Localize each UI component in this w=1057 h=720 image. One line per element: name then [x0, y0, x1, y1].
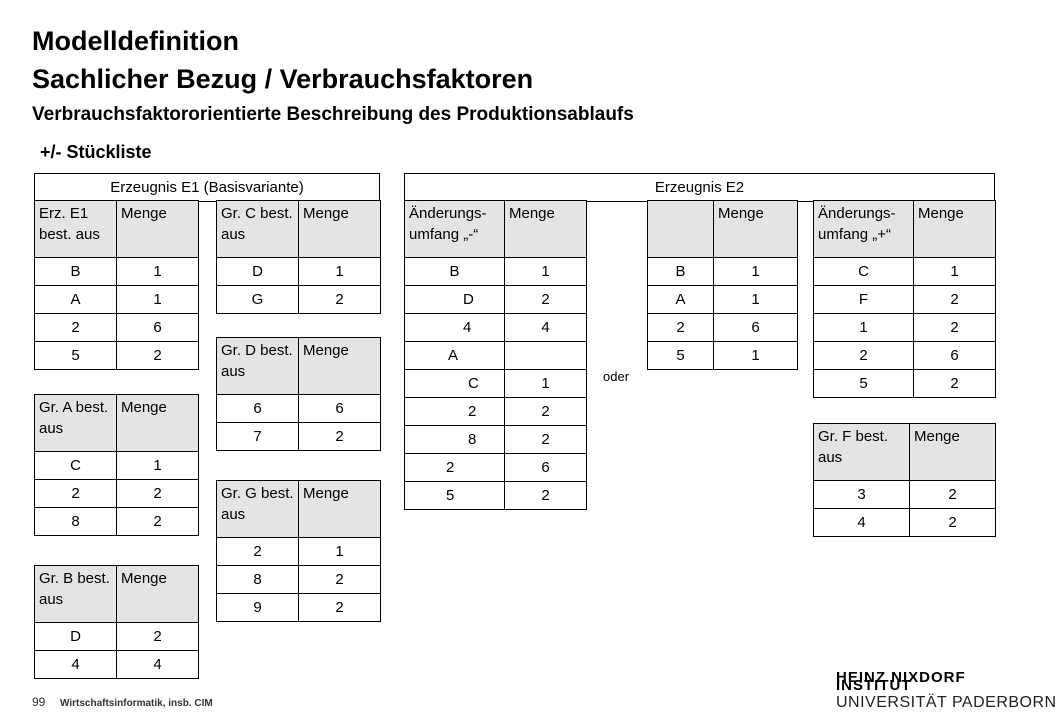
section-label: +/- Stückliste	[40, 142, 152, 162]
header-cell: Menge	[299, 481, 381, 538]
cell: 2	[914, 314, 996, 342]
cell: 8	[217, 566, 299, 594]
header-cell: Gr. G best. aus	[217, 481, 299, 538]
cell: 6	[299, 395, 381, 423]
cell: 6	[914, 342, 996, 370]
header-cell: Menge	[117, 566, 199, 623]
cell: A	[648, 286, 714, 314]
cell: 4	[405, 314, 505, 342]
cell: D	[217, 258, 299, 286]
header-cell: Gr. B best. aus	[35, 566, 117, 623]
cell: 2	[299, 286, 381, 314]
header-cell: Gr. A best. aus	[35, 395, 117, 452]
slide-subtitle: Sachlicher Bezug / Verbrauchsfaktoren	[32, 64, 534, 94]
cell: 9	[217, 594, 299, 622]
cell: B	[405, 258, 505, 286]
header-cell	[648, 201, 714, 258]
table-gr-d	[216, 337, 381, 451]
oder-label: oder	[603, 369, 630, 384]
cell: 2	[405, 454, 505, 482]
cell: 5	[405, 482, 505, 510]
cell: 2	[35, 314, 117, 342]
header-cell: Menge	[117, 395, 199, 452]
table-row	[648, 342, 798, 370]
header-cell: Menge	[910, 424, 996, 481]
logo-bottom-text: UNIVERSITÄT PADERBORN	[836, 694, 1057, 711]
cell: 1	[117, 258, 199, 286]
cell: 2	[505, 426, 587, 454]
cell: 1	[505, 370, 587, 398]
header-cell: Gr. D best. aus	[217, 338, 299, 395]
table-row	[405, 398, 587, 426]
cell: 2	[117, 508, 199, 536]
cell: 6	[505, 454, 587, 482]
table-row	[35, 623, 199, 651]
cell: 2	[299, 423, 381, 451]
cell: 2	[505, 398, 587, 426]
cell: 2	[914, 370, 996, 398]
page-number: 99	[32, 695, 46, 709]
header-cell: Erz. E1 best. aus	[35, 201, 117, 258]
table-e2-alternative	[647, 200, 798, 370]
header-cell: Änderungs-umfang „-“	[405, 201, 505, 258]
university-logo	[836, 669, 1057, 716]
cell: C	[405, 370, 505, 398]
table-row	[814, 370, 996, 398]
table-row	[217, 286, 381, 314]
cell: 2	[35, 480, 117, 508]
header-cell: Menge	[299, 201, 381, 258]
table-row	[35, 508, 199, 536]
cell: C	[35, 452, 117, 480]
cell: 1	[914, 258, 996, 286]
cell: 6	[117, 314, 199, 342]
cell: D	[405, 286, 505, 314]
table-row	[405, 426, 587, 454]
cell: 8	[35, 508, 117, 536]
table-row	[405, 370, 587, 398]
cell: G	[217, 286, 299, 314]
table-row	[814, 342, 996, 370]
table-row	[405, 454, 587, 482]
table-row	[648, 258, 798, 286]
table-row	[35, 452, 199, 480]
cell: 1	[299, 538, 381, 566]
cell	[505, 342, 587, 370]
slide-subheading: Verbrauchsfaktororientierte Beschreibung des Produktionsablaufs	[32, 104, 634, 125]
cell: 1	[299, 258, 381, 286]
cell: 2	[505, 482, 587, 510]
header-cell: Menge	[299, 338, 381, 395]
header-cell: Menge	[117, 201, 199, 258]
cell: 5	[35, 342, 117, 370]
footer-text: Wirtschaftsinformatik, insb. CIM	[60, 698, 213, 709]
table-row	[814, 258, 996, 286]
cell: 2	[910, 481, 996, 509]
logo-top-text: HEINZ NIXDORF INSTITUT	[836, 669, 966, 694]
cell: 4	[35, 651, 117, 679]
cell: 7	[217, 423, 299, 451]
table-row	[814, 314, 996, 342]
header-cell: Gr. C best. aus	[217, 201, 299, 258]
table-e2-minus	[404, 200, 587, 510]
table-row	[814, 481, 996, 509]
cell: 4	[117, 651, 199, 679]
cell: 2	[299, 566, 381, 594]
table-row	[405, 286, 587, 314]
cell: 2	[117, 342, 199, 370]
cell: 2	[299, 594, 381, 622]
table-row	[217, 566, 381, 594]
cell: 8	[405, 426, 505, 454]
cell: 1	[814, 314, 914, 342]
cell: 6	[714, 314, 798, 342]
cell: B	[35, 258, 117, 286]
cell: 2	[117, 480, 199, 508]
table-row	[814, 509, 996, 537]
cell: 6	[217, 395, 299, 423]
table-row	[814, 286, 996, 314]
table-row	[35, 342, 199, 370]
cell: 2	[814, 342, 914, 370]
header-cell: Menge	[505, 201, 587, 258]
table-row	[35, 314, 199, 342]
header-cell: Änderungs-umfang „+“	[814, 201, 914, 258]
table-e1-main	[34, 200, 199, 370]
cell: B	[648, 258, 714, 286]
cell: 2	[505, 286, 587, 314]
cell: 5	[648, 342, 714, 370]
table-e2-plus	[813, 200, 996, 398]
cell: 1	[714, 342, 798, 370]
table-row	[217, 258, 381, 286]
e2-caption-table	[404, 173, 995, 202]
table-gr-c	[216, 200, 381, 314]
cell: 4	[505, 314, 587, 342]
cell: F	[814, 286, 914, 314]
cell: 1	[714, 286, 798, 314]
cell: 1	[117, 286, 199, 314]
table-row	[405, 258, 587, 286]
cell: 1	[117, 452, 199, 480]
table-row	[35, 651, 199, 679]
header-cell: Menge	[914, 201, 996, 258]
cell: 3	[814, 481, 910, 509]
table-row	[217, 395, 381, 423]
table-row	[405, 314, 587, 342]
table-row	[405, 342, 587, 370]
cell: 4	[814, 509, 910, 537]
e1-caption: Erzeugnis E1 (Basisvariante)	[35, 174, 380, 202]
cell: C	[814, 258, 914, 286]
cell: 1	[505, 258, 587, 286]
table-row	[217, 594, 381, 622]
cell: 2	[405, 398, 505, 426]
table-row	[35, 480, 199, 508]
e1-caption-table	[34, 173, 380, 202]
table-gr-a	[34, 394, 199, 536]
cell: 2	[910, 509, 996, 537]
e2-caption: Erzeugnis E2	[405, 174, 995, 202]
table-gr-g	[216, 480, 381, 622]
header-cell: Gr. F best. aus	[814, 424, 910, 481]
cell: 2	[117, 623, 199, 651]
cell: A	[405, 342, 505, 370]
table-row	[35, 258, 199, 286]
cell: 2	[648, 314, 714, 342]
cell: 2	[217, 538, 299, 566]
table-gr-b	[34, 565, 199, 679]
table-row	[35, 286, 199, 314]
cell: 2	[914, 286, 996, 314]
cell: 5	[814, 370, 914, 398]
cell: 1	[714, 258, 798, 286]
header-cell: Menge	[714, 201, 798, 258]
cell: D	[35, 623, 117, 651]
table-row	[217, 423, 381, 451]
cell: A	[35, 286, 117, 314]
table-row	[217, 538, 381, 566]
table-row	[405, 482, 587, 510]
table-gr-f	[813, 423, 996, 537]
table-row	[648, 314, 798, 342]
table-row	[648, 286, 798, 314]
slide-title: Modelldefinition	[32, 26, 239, 56]
